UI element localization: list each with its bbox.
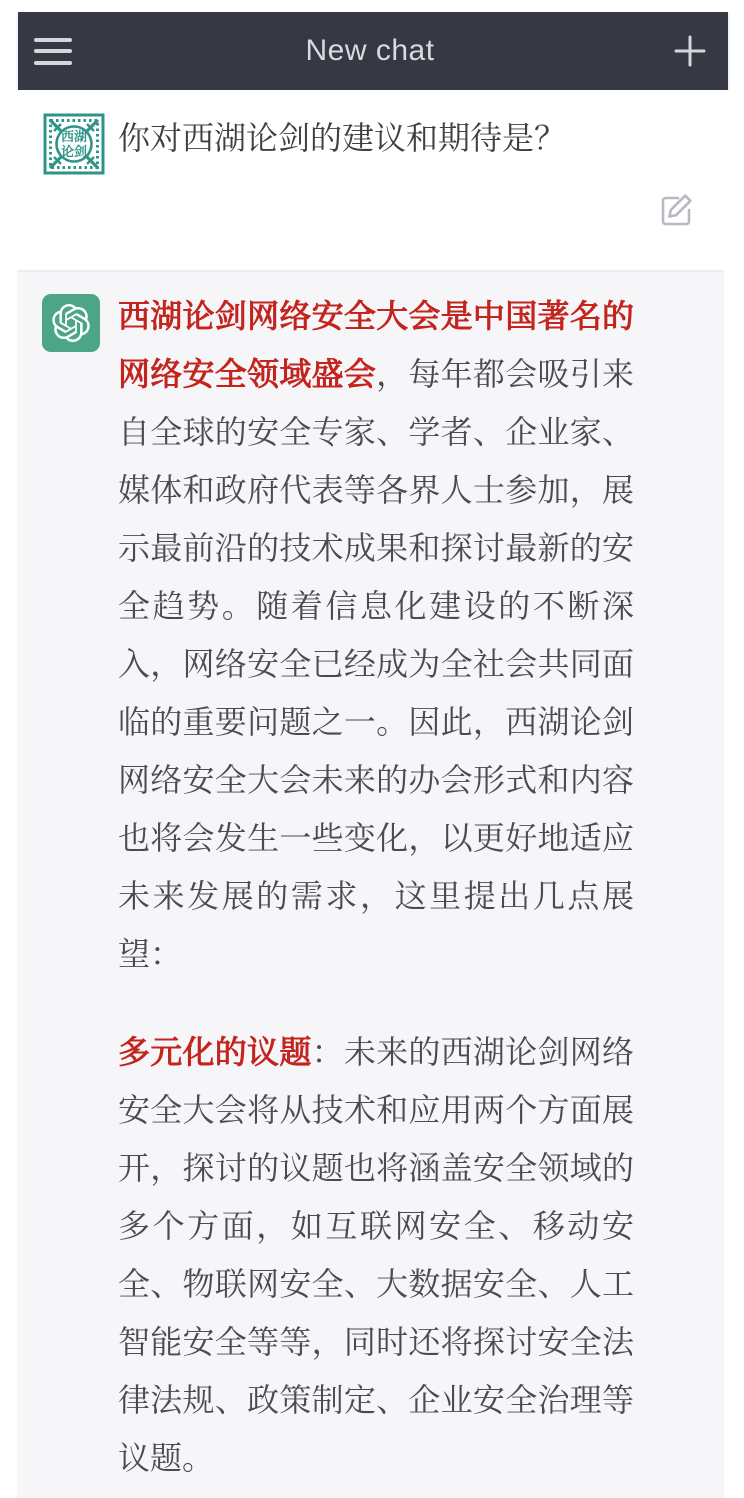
user-message-row: [0, 90, 744, 270]
highlighted-text: 西湖论剑网络安全大会是中国著名的网络安全领域盛会: [118, 298, 634, 392]
menu-button[interactable]: [18, 12, 88, 90]
seal-text-top: 西湖: [60, 129, 88, 144]
paragraph-text: ：未来的西湖论剑网络安全大会将从技术和应用两个方面展开，探讨的议题也将涵盖安全领域的多个方面，如互联网安全、移动安全、物联网安全、大数据安全、人工智能安全等等，同时还将探讨安全法律法规、政策制定、企业安全治理等议题。: [118, 1034, 634, 1476]
chatgpt-logo-icon: [52, 304, 90, 342]
top-navigation-bar: [18, 12, 728, 90]
paragraph-text: ，每年都会吸引来自全球的安全专家、学者、企业家、媒体和政府代表等各界人士参加，展示最前沿的技术成果和探讨最新的安全趋势。随着信息化建设的不断深入，网络安全已经成为全社会共同面临的重要问题之一。因此，西湖论剑网络安全大会未来的办会形式和内容也将会发生一些变化，以更好地适应未来发展的需求，这里提出几点展望：: [118, 356, 634, 972]
plus-icon: [669, 30, 711, 72]
edit-icon: [656, 190, 696, 230]
edit-message-button[interactable]: [656, 190, 696, 230]
user-message-text: 你对西湖论剑的建议和期待是？: [118, 120, 567, 156]
assistant-paragraph: [118, 287, 634, 983]
assistant-paragraph: [118, 1023, 634, 1487]
new-chat-button[interactable]: [652, 12, 728, 90]
hamburger-icon: [34, 38, 72, 65]
user-avatar-seal-icon: [42, 112, 106, 176]
highlighted-text: 多元化的议题: [118, 1034, 312, 1070]
assistant-avatar: [42, 294, 100, 352]
assistant-message-block: [17, 270, 724, 1498]
assistant-message-content: [118, 287, 634, 1487]
page-title: New chat: [305, 34, 435, 67]
seal-text-bottom: 论剑: [60, 144, 88, 159]
